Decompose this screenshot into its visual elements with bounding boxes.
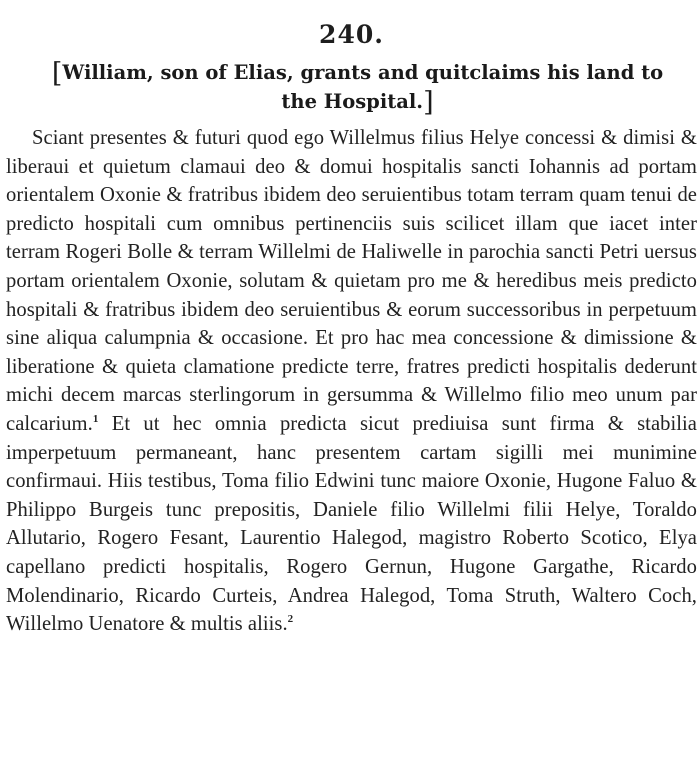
footnote-ref-1: 1: [92, 412, 99, 425]
charter-text-part-2: Et ut hec omnia predicta sicut prediuisa sunt firma & stabilia imperpetuum permaneant, hanc presentem cartam sigilli mei munimine confirmaui. Hiis testibus, Toma filio Edwini tunc maiore Oxonie, Hugone Faluo & Philippo Burgeis tunc prepositis, Daniele filio Willelmi filii Helye, Toraldo Allutario, Rogero Fesant, Laurentio Halegod, magistro Roberto Scotico, Elya capellano predicti hospitalis, Rogero Gernun, Hugone Gargathe, Ricardo Molendinario, Ricardo Curteis, Andrea Halegod, Toma Struth, Waltero Coch, Willelmo Uenatore & multis aliis.: [6, 412, 697, 636]
charter-text-part-1: Sciant presentes & futuri quod ego Willelmus filius Helye concessi & dimisi & liberaui et quietum clamaui deo & domui hospitalis sancti Iohannis ad portam orientalem Oxonie & fratribus ibidem deo seruientibus totam terram quam tenui de predicto hospitali cum omnibus pertinenciis suis scilicet illam que iacet inter terram Rogeri Bolle & terram Willelmi de Haliwelle in parochia sancti Petri uersus portam orientalem Oxonie, solutam & quietam pro me & heredibus meis predicto hospitali & fratribus ibidem deo seruientibus & eorum successoribus in perpetuum sine aliqua calumpnia & occasione. Et pro hac mea concessione & dimissione & liberatione & quieta clamatione predicte terre, fratres predicti hospitalis dederunt michi decem marcas sterlingorum in gersumma & Willelmo filio meo unum par calcarium.: [6, 127, 697, 435]
charter-heading: [6, 58, 697, 116]
charter-number: 240.: [319, 20, 384, 49]
charter-heading-text: William, son of Elias, grants and quitclaims his land to the Hospital.: [62, 61, 664, 113]
heading-close-bracket: ]: [423, 87, 434, 118]
heading-open-bracket: [: [51, 58, 63, 89]
charter-body: [6, 124, 697, 639]
footnote-ref-2: 2: [287, 613, 294, 626]
